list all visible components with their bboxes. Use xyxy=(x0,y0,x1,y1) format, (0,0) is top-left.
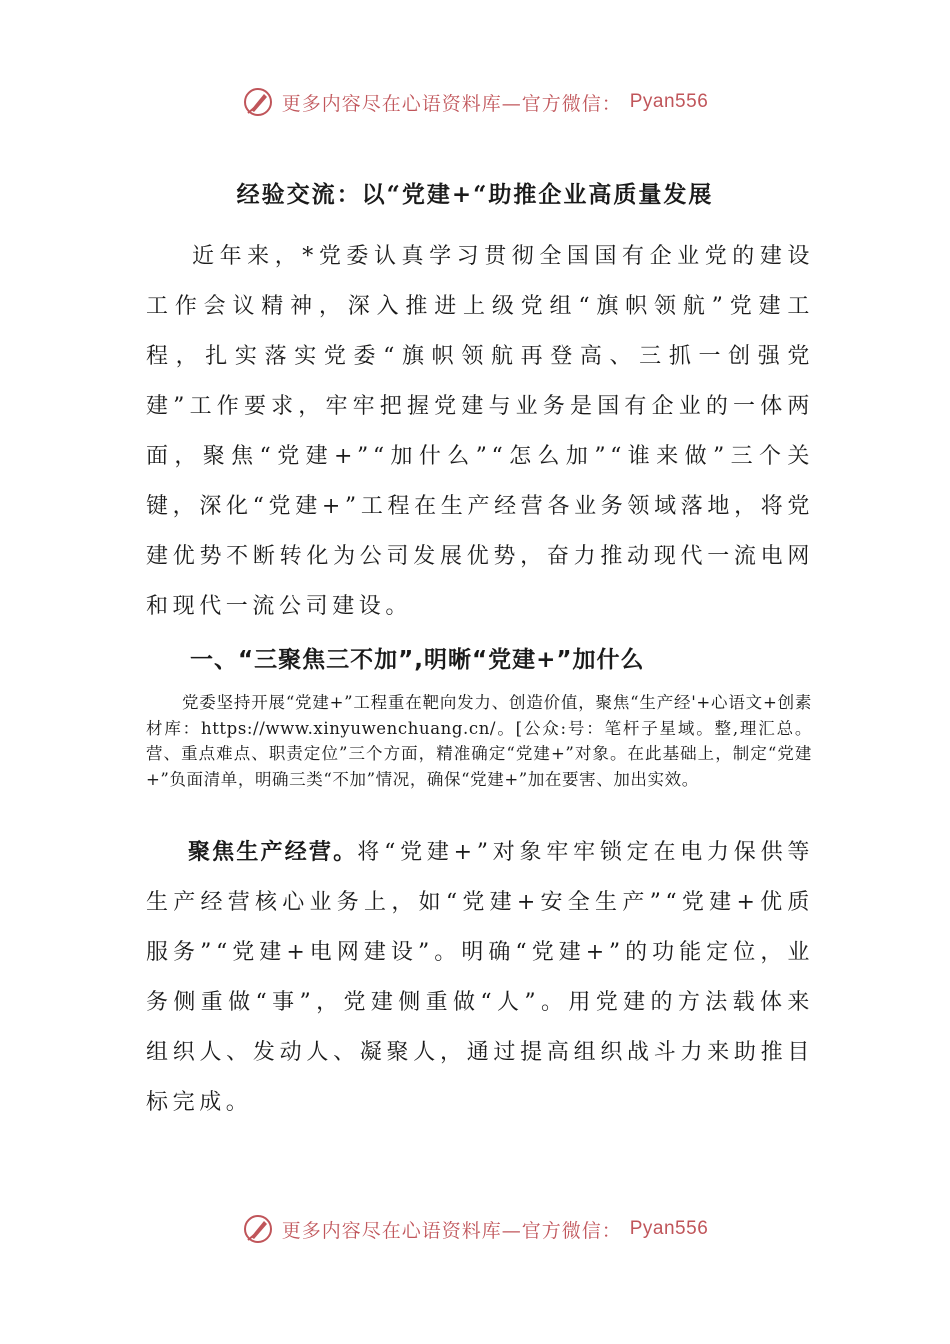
focus-lead: 聚焦生产经营。 xyxy=(188,840,358,865)
watermark-banner-top xyxy=(0,86,950,118)
quill-logo-icon xyxy=(242,86,274,118)
quill-logo-icon xyxy=(242,1213,274,1245)
document-title: 经验交流：以“党建+“助推企业高质量发展 xyxy=(236,181,714,208)
watermark-text: 更多内容尽在心语资料库—官方微信： xyxy=(281,92,622,115)
intro-paragraph: 近年来，*党委认真学习贯彻全国国有企业党的建设工作会议精神，深入推进上级党组“旗帜领航”党建工程，扎实落实党委“旗帜领航再登高、三抓一创强党建”工作要求，牢牢把握党建与业务是国有企业的一体两面，聚焦“党建+”“加什么”“怎么加”“谁来做”三个关键，深化“党建+”工程在生产经营各业务领域落地，将党建优势不断转化为公司发展优势，奋力推动现代一流电网和现代一流公司建设。 xyxy=(146,244,814,619)
watermark-wechat-id: Pyan556 xyxy=(629,1218,709,1239)
watermark-text: 更多内容尽在心语资料库—官方微信： xyxy=(281,1219,622,1242)
watermark-banner-bottom xyxy=(0,1213,950,1245)
section-heading: 一、“三聚焦三不加”,明晰“党建+”加什么 xyxy=(190,647,645,673)
section-paragraph: 党委坚持开展“党建+”工程重在靶向发力、创造价值，聚焦“生产经'+心语文+创素材库：https://www.xinyuwenchuang.cn/。[公众:号：笔杆子星域。整,理汇总。营、重点难点、职责定位”三个方面，精准确定“党建+”对象。在此基础上，制定“党建+”负面清单，明确三类“不加”情况，确保“党建+”加在要害、加出实效。 xyxy=(146,693,812,789)
focus-paragraph xyxy=(146,828,814,1128)
watermark-wechat-id: Pyan556 xyxy=(629,91,709,112)
focus-body: 将“党建+”对象牢牢锁定在电力保供等生产经营核心业务上，如“党建+安全生产”“党建+优质服务”“党建+电网建设”。明确“党建+”的功能定位，业务侧重做“事”，党建侧重做“人”。用党建的方法载体来组织人、发动人、凝聚人，通过提高组织战斗力来助推目标完成。 xyxy=(146,840,814,1115)
